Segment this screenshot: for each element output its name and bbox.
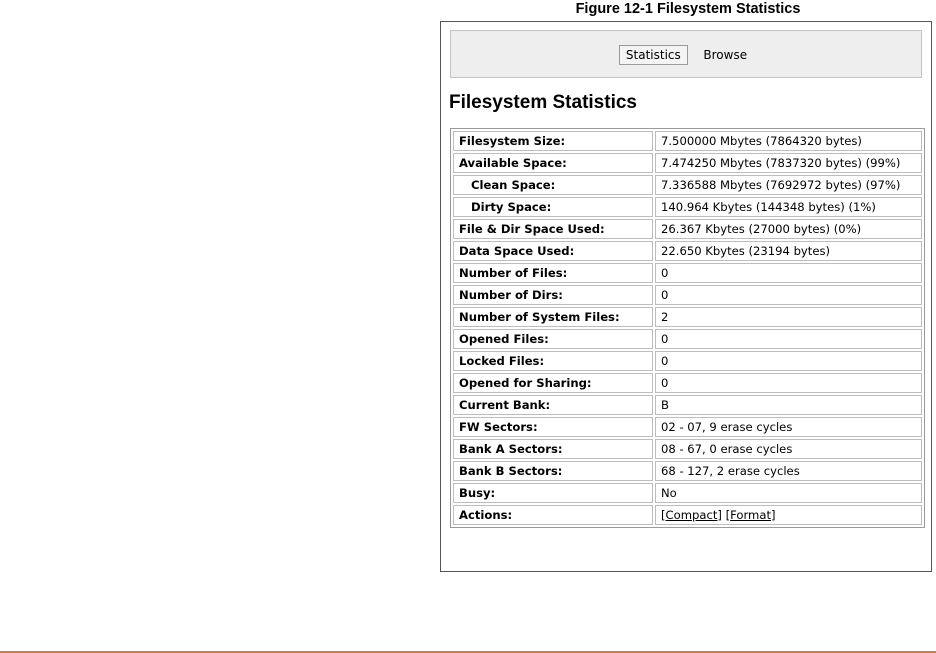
row-value: 0 [655, 263, 922, 283]
table-row [453, 439, 922, 459]
row-value: B [655, 395, 922, 415]
row-value: 0 [655, 373, 922, 393]
table-row [453, 241, 922, 261]
table-row [453, 329, 922, 349]
table-row [453, 395, 922, 415]
row-label: Number of Dirs: [453, 285, 653, 305]
bracket-separator: ] [ [717, 508, 731, 522]
bracket-open: [ [661, 508, 666, 522]
row-label: Current Bank: [453, 395, 653, 415]
table-row [453, 461, 922, 481]
bracket-close: ] [771, 508, 776, 522]
row-value: No [655, 483, 922, 503]
row-value: 0 [655, 329, 922, 349]
table-row [453, 285, 922, 305]
row-label: Opened Files: [453, 329, 653, 349]
page-title: Filesystem Statistics [449, 92, 637, 113]
table-row [453, 153, 922, 173]
table-row [453, 373, 922, 393]
table-row [453, 131, 922, 151]
row-label: Busy: [453, 483, 653, 503]
row-label: Number of System Files: [453, 307, 653, 327]
compact-link[interactable]: Compact [665, 508, 718, 522]
nav-tabs [451, 45, 921, 65]
row-label: Clean Space: [453, 175, 653, 195]
actions-cell [655, 505, 922, 525]
row-label: Dirty Space: [453, 197, 653, 217]
row-value: 7.336588 Mbytes (7692972 bytes) (97%) [655, 175, 922, 195]
table-row [453, 263, 922, 283]
row-label: Locked Files: [453, 351, 653, 371]
row-label: File & Dir Space Used: [453, 219, 653, 239]
row-label: Opened for Sharing: [453, 373, 653, 393]
tab-statistics[interactable]: Statistics [619, 45, 688, 65]
row-value: 08 - 67, 0 erase cycles [655, 439, 922, 459]
row-value: 0 [655, 351, 922, 371]
row-value: 02 - 07, 9 erase cycles [655, 417, 922, 437]
row-label: Bank B Sectors: [453, 461, 653, 481]
table-row [453, 197, 922, 217]
row-value: 7.500000 Mbytes (7864320 bytes) [655, 131, 922, 151]
table-row [453, 351, 922, 371]
table-row [453, 417, 922, 437]
browser-frame [440, 21, 932, 572]
format-link[interactable]: Format [730, 508, 771, 522]
row-label: Data Space Used: [453, 241, 653, 261]
table-row [453, 307, 922, 327]
stats-table [450, 128, 925, 528]
table-row-actions [453, 505, 922, 525]
table-row [453, 483, 922, 503]
nav-bar [450, 30, 922, 78]
row-label: Available Space: [453, 153, 653, 173]
row-label: Number of Files: [453, 263, 653, 283]
row-value: 140.964 Kbytes (144348 bytes) (1%) [655, 197, 922, 217]
row-label: FW Sectors: [453, 417, 653, 437]
row-value: 26.367 Kbytes (27000 bytes) (0%) [655, 219, 922, 239]
tab-browse[interactable]: Browse [703, 48, 748, 62]
row-value: 2 [655, 307, 922, 327]
row-value: 22.650 Kbytes (23194 bytes) [655, 241, 922, 261]
figure-caption: Figure 12-1 Filesystem Statistics [575, 1, 801, 17]
actions-label: Actions: [453, 505, 653, 525]
row-label: Filesystem Size: [453, 131, 653, 151]
row-label: Bank A Sectors: [453, 439, 653, 459]
row-value: 7.474250 Mbytes (7837320 bytes) (99%) [655, 153, 922, 173]
table-row [453, 219, 922, 239]
row-value: 68 - 127, 2 erase cycles [655, 461, 922, 481]
row-value: 0 [655, 285, 922, 305]
table-row [453, 175, 922, 195]
